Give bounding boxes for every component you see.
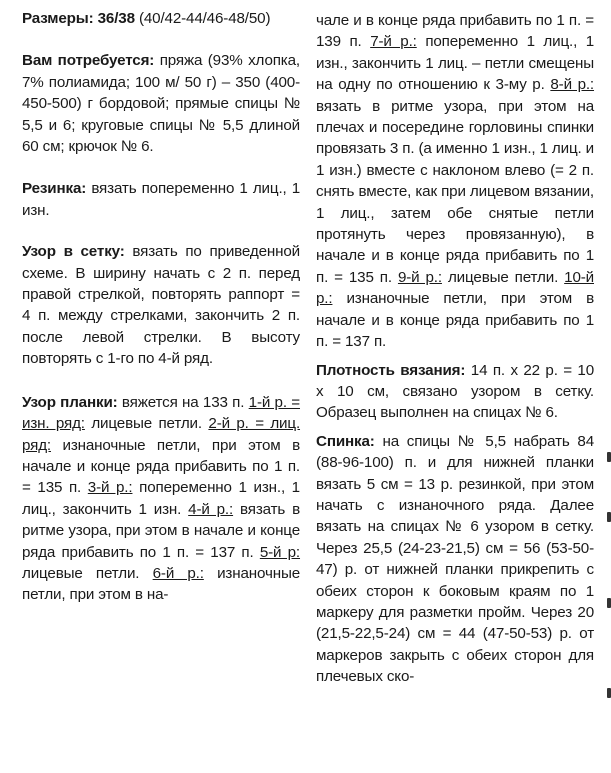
left-column xyxy=(22,8,300,606)
band-row-4-label: 4-й р.: xyxy=(188,500,234,518)
band-row-3-text: попеременно 1 изн., 1 лиц., закончить 1 изн. xyxy=(22,479,300,518)
band-row-6-text: изнаночные петли, при этом в на- xyxy=(22,564,301,604)
band-section xyxy=(22,392,300,606)
band-label: Узор планки: xyxy=(22,393,118,411)
band-row-5-label: 5-й р: xyxy=(259,543,301,561)
band-row-10-label: 10-й р.: xyxy=(316,268,594,308)
band-row-2-label: 2-й р. = лиц. ряд: xyxy=(22,415,301,454)
sizes-rest: (40/42-44/46-48/50) xyxy=(138,10,271,27)
right-column xyxy=(316,10,594,688)
density-label: Плотность вязания: xyxy=(316,361,466,379)
band-intro: вяжется на 133 п. xyxy=(121,393,245,411)
band-row-9-label: 9-й р.: xyxy=(397,268,442,286)
band-row-8-label: 8-й р.: xyxy=(550,76,595,94)
band-row-8-text: вязать в ритме узора, при этом на плечах и посередине горловины спинки провязать 3 п. (а именно 1 изн., 1 лиц. и 1 изн.) вместе с наклоном влево (= 2 п. снять вместе, как при лицевом вязании, 1 лиц., затем обе снятые петли протянуть через провязанную), в начале и в конце ряда прибавить по 1 п. = 135 п. xyxy=(316,97,594,286)
back-text: на спицы № 5,5 набрать 84 (88-96-100) п. и для нижней планки вязать 5 см = 13 р. резинкой, при этом начать с изнаночного ряда. Далее вязать на спицах № 6 узором в сетку. Через 25,5 (24-23-21,5) см = 56 (53-50-47) р. от нижней планки прикрепить с обеих сторон к боковым краям по 1 маркеру для разметки пройм. Через 20 (21,5-22,5-24) см = 44 (47-50-53) р. от маркеров закрыть с обеих сторон для плечевых ско- xyxy=(316,432,594,686)
density-text: 14 п. х 22 р. = 10 х 10 см, связано узором в сетку. Образец выполнен на спицах № 6. xyxy=(316,361,594,422)
materials-label: Вам потребуется: xyxy=(22,52,155,70)
mesh-label: Узор в сетку: xyxy=(22,243,125,261)
sizes-section xyxy=(22,8,300,29)
band-row-4-text: вязать в ритме узора, при этом в начале и конце ряда прибавить по 1 п. = 137 п. xyxy=(22,500,301,561)
back-label: Спинка: xyxy=(316,432,375,450)
band-row-7-text: попеременно 1 лиц., 1 изн., закончить 1 лиц. – петли смещены на одну по отношению к 3-му р. xyxy=(316,33,595,94)
rib-label: Резинка: xyxy=(22,180,87,198)
rib-text: вязать попеременно 1 лиц., 1 изн. xyxy=(22,180,301,219)
sizes-label: Размеры: xyxy=(22,10,94,27)
density-section xyxy=(316,360,594,424)
band-row-1-text: лицевые петли. xyxy=(91,415,202,433)
mesh-section xyxy=(22,241,300,369)
edge-mark-1 xyxy=(607,452,611,462)
band-row-1-label: 1-й р. = изн. ряд: xyxy=(22,393,300,433)
band-row-2-text: изнаночные петли, при этом в начале и конце ряда прибавить по 1 п. = 135 п. xyxy=(22,436,300,497)
band-row-5-text: лицевые петли. xyxy=(22,564,140,582)
materials-section xyxy=(22,50,300,157)
back-section xyxy=(316,431,594,688)
rib-section xyxy=(22,178,300,221)
sizes-main: 36/38 xyxy=(97,10,135,27)
materials-text: пряжа (93% хлопка, 7% полиамида; 100 м/ 50 г) – 350 (400-450-500) г бордовой; прямые спицы № 5,5 и 6; круговые спицы № 5,5 длиной 60 см; крючок № 6. xyxy=(22,52,301,156)
band-row-6-label: 6-й р.: xyxy=(152,564,204,582)
band-row-3-label: 3-й р.: xyxy=(87,479,133,497)
edge-mark-3 xyxy=(607,598,611,608)
mesh-text-2: В ширину начать с 2 п. перед правой стрелкой, повторять раппорт = 4 п. между стрелками, закончить 2 п. после левой стрелки. В высоту повторять с 1-го по 4-й ряд. xyxy=(22,264,301,368)
edge-mark-2 xyxy=(607,512,611,522)
edge-mark-4 xyxy=(607,688,611,698)
band-row-7-label: 7-й р.: xyxy=(370,33,417,51)
mesh-text-1: вязать по приведенной схеме. xyxy=(22,243,300,282)
cont-text-1: чале и в конце ряда прибавить по 1 п. = 139 п. xyxy=(316,12,594,51)
band-row-9-text: лицевые петли. xyxy=(447,268,559,286)
band-continuation xyxy=(316,10,594,353)
band-row-10-text: изнаночные петли, при этом в начале и в конце ряда прибавить по 1 п. = 137 п. xyxy=(316,290,594,351)
